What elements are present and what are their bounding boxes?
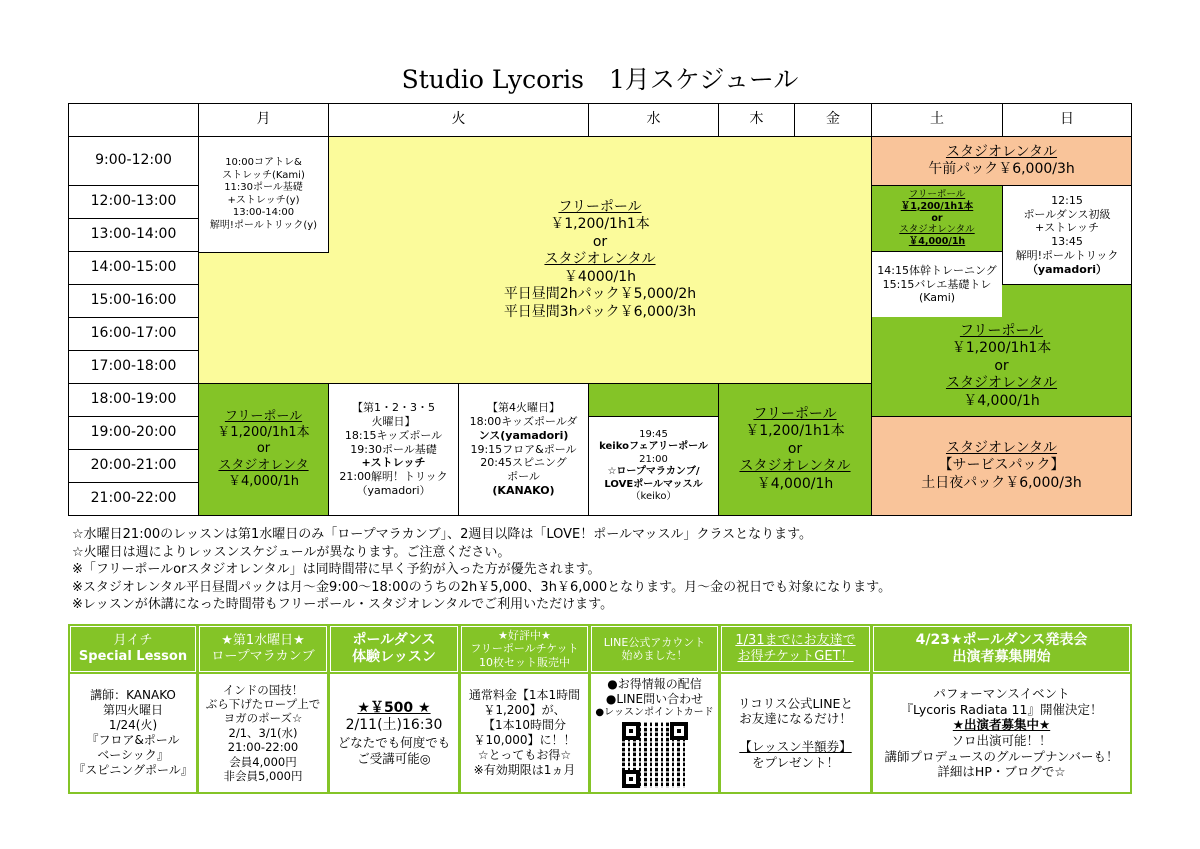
promo-head-line: 始めました！ <box>621 649 688 662</box>
studio-rental-label: スタジオレンタル <box>945 375 1058 392</box>
thu-fri-night-free-pole <box>718 383 872 516</box>
time-slot: 19:00-20:00 <box>68 416 199 450</box>
promo-line: どなたでも何度でも <box>337 734 451 750</box>
weekend-night-service-pack <box>871 416 1132 516</box>
free-pole-label: フリーポール <box>558 198 642 215</box>
promo-line: 第四火曜日 <box>102 703 163 717</box>
note-line: ☆水曜日21:00のレッスンは第1水曜日のみ「ロープマラカンブ」、2週目以降は「LOVE！ポールマッスル」クラスとなります。 <box>72 527 813 542</box>
lesson-line: 19:45 <box>639 428 668 440</box>
lesson-line: 解明!ポールトリック <box>1015 248 1119 262</box>
time-slot: 15:00-16:00 <box>68 284 199 318</box>
promo-head-line: 4/23★ポールダンス発表会 <box>915 632 1088 649</box>
free-pole-price: ￥1,200/1h1本 <box>217 425 310 441</box>
promo-head-recital <box>873 626 1130 672</box>
promo-line: ￥10,000】に！！ <box>473 733 576 747</box>
studio-rental-price: ￥4,000/1h <box>963 392 1040 409</box>
promo-line: ベーシック』 <box>97 748 169 762</box>
promo-head-line-account <box>591 626 718 672</box>
promo-line: ●LINE問い合わせ <box>605 692 704 706</box>
sat-afternoon-lessons <box>871 251 1003 318</box>
promo-head-line: フリーポールチケット <box>470 642 579 656</box>
or-label: or <box>256 441 271 457</box>
promo-line: パフォーマンスイベント <box>933 686 1070 702</box>
lesson-line: （yamadori） <box>1026 262 1108 276</box>
lesson-line: 20:45スピニング <box>480 456 567 470</box>
promo-line: 【レッスン半額券】 <box>739 739 852 754</box>
mon-night-free-pole <box>198 383 329 516</box>
studio-rental-price: ￥4,000/1h <box>227 473 300 489</box>
qr-finder-marker <box>622 770 640 788</box>
lesson-line: ポール <box>507 470 540 484</box>
lesson-line: 14:15体幹トレーニング <box>877 263 997 277</box>
promo-line: ￥1,200】が、 <box>483 703 566 717</box>
promo-head-line: 月イチ <box>113 633 153 649</box>
promo-line: 詳細はHP・ブログで☆ <box>937 764 1066 780</box>
studio-rental-label: スタジオレンタル <box>899 224 975 236</box>
promo-line: ☆とってもお得☆ <box>477 748 572 762</box>
studio-rental-label: スタジオレンタル <box>945 143 1058 160</box>
note-line: ☆火曜日は週によりレッスンスケジュールが異なります。ご注意ください。 <box>72 544 511 560</box>
promo-head-line: 10枚セット販売中 <box>479 655 570 669</box>
lesson-line: （yamadori） <box>356 483 431 497</box>
promo-line: 2/1、3/1(水) <box>228 725 298 740</box>
time-slot: 18:00-19:00 <box>68 383 199 417</box>
promo-body-trial-lesson <box>330 674 458 792</box>
lesson-line: +ストレッチ <box>361 456 426 470</box>
lesson-line: 13:45 <box>1051 235 1083 248</box>
promo-head-line: お得チケットGET！ <box>737 649 854 664</box>
time-slot: 12:00-13:00 <box>68 185 199 219</box>
mon-morning-lessons <box>198 136 329 253</box>
promo-body-rope-mallakhamb <box>199 674 327 792</box>
promo-line: ※有効期限は1ヵ月 <box>473 763 576 777</box>
qr-finder-marker <box>622 722 640 740</box>
free-pole-price: ￥1,200/1h1本 <box>745 423 845 440</box>
promo-head-line: ★好評中★ <box>498 629 551 643</box>
lesson-line: +ストレッチ <box>1034 221 1100 235</box>
promo-line: 非会員5,000円 <box>223 768 303 783</box>
promo-line: ソロ出演可能！！ <box>951 733 1052 748</box>
or-label: or <box>787 440 803 457</box>
lesson-line: 11:30ポール基礎 <box>224 182 303 193</box>
time-slot: 14:00-15:00 <box>68 251 199 285</box>
promo-body-friend-ticket <box>721 674 870 792</box>
day-header-thu: 木 <box>718 103 795 137</box>
night-pack-price: 土日夜パック￥6,000/3h <box>921 474 1082 491</box>
promo-line: 『フロア&ポール <box>86 733 180 747</box>
pack-2h: 平日昼間2hパック￥5,000/2h <box>503 286 697 303</box>
promo-line: リコリス公式LINEと <box>738 695 853 711</box>
lesson-line: (Kami) <box>918 291 956 305</box>
time-slot: 17:00-18:00 <box>68 350 199 384</box>
header-corner <box>68 103 199 137</box>
or-label: or <box>592 233 608 250</box>
notes <box>72 526 1182 614</box>
promo-body-ticket-set <box>461 674 588 792</box>
lesson-line: 21:00 <box>639 453 668 465</box>
weekend-morning-rental <box>871 136 1132 186</box>
promo-head-line: LINE公式アカウント <box>603 635 706 649</box>
weekend-afternoon-free-pole <box>871 317 1132 417</box>
sat-noon-free-pole <box>871 185 1003 252</box>
or-label: or <box>994 357 1009 374</box>
promo-line: ★出演者募集中★ <box>952 717 1051 733</box>
day-header-tue: 火 <box>328 103 589 137</box>
promo-head-ticket-set <box>461 626 588 672</box>
free-pole-label: フリーポール <box>753 405 837 422</box>
note-line: ※レッスンが休講になった時間帯もフリーポール・スタジオレンタルでご利用いただけます。 <box>72 597 614 612</box>
weekday-free-pole-block <box>330 180 870 340</box>
promo-head-line: ロープマラカンブ <box>211 649 315 664</box>
lesson-line: 15:15バレエ基礎トレ <box>882 277 992 291</box>
lesson-line: 18:00キッズポールダ <box>469 415 578 429</box>
promo-line: 『Lycoris Radiata 11』開催決定！ <box>900 701 1103 717</box>
tue-night-lessons-weeks-1235 <box>328 383 459 516</box>
lesson-line: 21:00解明！トリック <box>339 470 448 484</box>
lesson-line: 13:00-14:00 <box>232 207 295 218</box>
sun-noon-lessons <box>1002 185 1132 285</box>
promo-head-trial-lesson <box>330 626 458 672</box>
lesson-line: (KANAKO) <box>492 483 555 497</box>
promo-line: ぶら下げたロープ上で <box>205 697 321 712</box>
promo-line: 講師：KANAKO <box>90 688 176 702</box>
studio-rental-price: ￥4000/1h <box>563 268 637 285</box>
promo-head-line: Special Lesson <box>78 649 188 664</box>
lesson-line: 19:30ポール基礎 <box>350 442 437 456</box>
promo-line: 通常料金【1本1時間 <box>468 688 581 702</box>
promo-body-line-account <box>591 674 718 792</box>
tue-night-lessons-week-4 <box>458 383 589 516</box>
lesson-line: ポールダンス初級 <box>1023 207 1111 221</box>
promo-line: 『スピニングポール』 <box>73 763 193 777</box>
promo-line: ●お得情報の配信 <box>607 677 702 691</box>
lesson-line: ンス(yamadori) <box>478 428 569 442</box>
free-pole-price: ￥1,200/1h1本 <box>550 216 650 233</box>
weekend-afternoon-bg-top <box>1002 284 1132 318</box>
promo-line: ご受講可能◎ <box>357 750 431 766</box>
qr-finder-marker <box>670 722 688 740</box>
promo-line: 【1本10時間分 <box>483 718 566 732</box>
promo-line: 21:00-22:00 <box>227 740 299 755</box>
promo-line: ●レッスンポイントカード <box>595 707 714 718</box>
morning-pack: 午前パック￥6,000/3h <box>928 161 1075 177</box>
promo-body-recital <box>873 674 1130 792</box>
studio-rental-price: ￥4,000/1h <box>756 475 834 492</box>
free-pole-label: フリーポール <box>224 408 303 424</box>
free-pole-price: ￥1,200/1h1本 <box>900 200 974 212</box>
note-line: ※「フリーポールorスタジオレンタル」は同時間帯に早く予約が入った方が優先されます。 <box>72 562 601 577</box>
promo-body-special-lesson <box>70 674 196 792</box>
lesson-line: ☆ロープマラカンブ/ <box>607 466 700 477</box>
pack-3h: 平日昼間3hパック￥6,000/3h <box>503 303 697 320</box>
promo-line: 2/11(土)16:30 <box>345 717 443 734</box>
promo-head-line: ポールダンス <box>352 632 436 649</box>
wed-night-lessons <box>588 416 719 516</box>
promo-head-line: 出演者募集開始 <box>952 649 1051 665</box>
promo-price: ★￥500 ★ <box>357 699 431 716</box>
promo-line: お友達になるだけ！ <box>739 711 852 727</box>
promo-line: インドの国技！ <box>222 682 304 697</box>
day-header-sat: 土 <box>871 103 1003 137</box>
lesson-line: 18:15キッズポール <box>344 428 443 442</box>
lesson-line: keikoフェアリーポール <box>599 441 708 452</box>
lesson-line: 12:15 <box>1051 193 1083 207</box>
promo-head-rope-mallakhamb <box>199 626 327 672</box>
time-slot: 13:00-14:00 <box>68 218 199 252</box>
lesson-line: （keiko） <box>630 491 677 502</box>
promo-line: をプレゼント！ <box>751 754 839 770</box>
promo-head-line: ★第1水曜日★ <box>221 633 305 649</box>
promo-line: 講師プロデュースのグループナンバーも！ <box>884 748 1119 764</box>
promo-line: 会員4,000円 <box>229 754 297 769</box>
lesson-line: 10:00コアトレ& <box>225 157 302 168</box>
time-slot: 21:00-22:00 <box>68 482 199 516</box>
day-header-fri: 金 <box>794 103 872 137</box>
service-pack-label: 【サービスパック】 <box>938 457 1065 474</box>
promo-head-friend-ticket <box>721 626 870 672</box>
promo-head-line: 体験レッスン <box>352 649 436 665</box>
free-pole-price: ￥1,200/1h1本 <box>951 340 1052 357</box>
studio-rental-label: スタジオレンタ <box>218 457 309 473</box>
studio-rental-label: スタジオレンタル <box>544 251 656 268</box>
lesson-line: 【第4火曜日】 <box>487 401 560 415</box>
lesson-line: 解明!ポールトリック(y) <box>209 219 318 231</box>
lesson-line: 19:15フロア&ポール <box>470 442 577 456</box>
promo-head-special-lesson <box>70 626 196 672</box>
promo-line: ヨガのポーズ☆ <box>223 711 303 726</box>
wed-night-free-strip <box>588 383 719 417</box>
lesson-line: +ストレッチ(y) <box>227 194 300 206</box>
lesson-line: 火曜日】 <box>371 415 416 429</box>
page-title: Studio Lycoris 1月スケジュール <box>401 65 799 94</box>
time-slot: 16:00-17:00 <box>68 317 199 351</box>
lesson-line: ストレッチ(Kami) <box>222 169 305 181</box>
day-header-wed: 水 <box>588 103 719 137</box>
free-pole-label: フリーポール <box>959 322 1044 339</box>
time-slot: 20:00-21:00 <box>68 449 199 483</box>
or-label: or <box>931 212 943 224</box>
lesson-line: LOVEポールマッスル <box>604 478 703 490</box>
day-header-mon: 月 <box>198 103 329 137</box>
day-header-sun: 日 <box>1002 103 1132 137</box>
free-pole-label: フリーポール <box>908 188 966 200</box>
studio-rental-price: ￥4,000/1h <box>908 236 966 248</box>
studio-rental-label: スタジオレンタル <box>739 458 851 475</box>
studio-rental-label: スタジオレンタル <box>945 439 1058 456</box>
promo-head-line: 1/31までにお友達で <box>735 633 856 649</box>
line-qr-code[interactable] <box>622 722 688 788</box>
time-slot: 9:00-12:00 <box>68 136 199 186</box>
promo-line: 1/24(火) <box>108 718 158 732</box>
note-line: ※スタジオレンタル平日昼間パックは月～金9:00～18:00のうちの2h￥5,000、3h￥6,000となります。月～金の祝日でも対象になります。 <box>72 579 892 595</box>
lesson-line: 【第1・2・3・5 <box>352 401 435 415</box>
